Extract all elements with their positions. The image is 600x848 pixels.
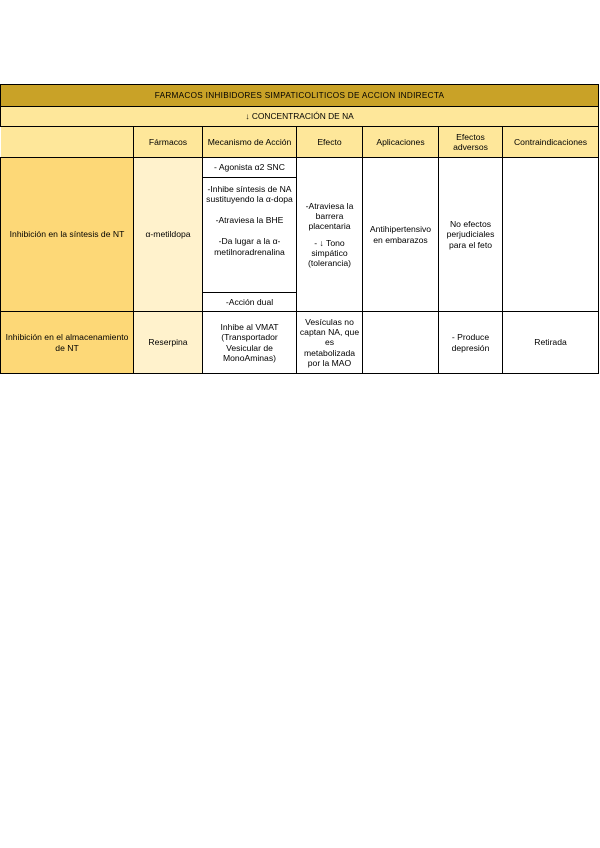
application-reserpina [363, 312, 439, 374]
table-row [1, 158, 599, 178]
effect-metildopa [297, 158, 363, 312]
table-title: FARMACOS INHIBIDORES SIMPATICOLITICOS DE ACCION INDIRECTA [1, 85, 599, 107]
category-almacenamiento: Inhibición en el almacenamiento de NT [1, 312, 134, 374]
effect-placenta: -Atraviesa la barrera placentaria [305, 201, 354, 232]
mechanism-inhibe-sintesis: -Inhibe síntesis de NA sustituyendo la α-dopa [206, 184, 293, 205]
category-sintesis: Inhibición en la síntesis de NT [1, 158, 134, 312]
table-subtitle: ↓ CONCENTRACIÓN DE NA [1, 107, 599, 127]
adverse-metildopa: No efectos perjudiciales para el feto [439, 158, 503, 312]
adverse-reserpina: - Produce depresión [439, 312, 503, 374]
header-row [1, 127, 599, 158]
empty-header-cell [1, 127, 134, 158]
header-farmacos: Fármacos [134, 127, 203, 158]
table-row [1, 312, 599, 374]
mechanism-bhe: -Atraviesa la BHE [215, 215, 284, 226]
application-metildopa: Antihipertensivo en embarazos [363, 158, 439, 312]
header-contraindicaciones: Contraindicaciones [503, 127, 599, 158]
effect-reserpina: Vesículas no captan NA, que es metabolizada por la MAO [297, 312, 363, 374]
header-aplicaciones: Aplicaciones [363, 127, 439, 158]
contraindication-metildopa [503, 158, 599, 312]
mechanism-agonista: - Agonista α2 SNC [203, 158, 297, 178]
drug-table [0, 84, 599, 374]
contraindication-reserpina: Retirada [503, 312, 599, 374]
effect-tono: - ↓ Tono simpático (tolerancia) [308, 237, 351, 268]
mechanism-metilnoradrenalina: -Da lugar a la α-metilnoradrenalina [214, 236, 285, 257]
header-efectos-adversos: Efectos adversos [439, 127, 503, 158]
mechanism-accion-dual: -Acción dual [203, 293, 297, 312]
mechanism-details [203, 178, 297, 293]
header-mecanismo: Mecanismo de Acción [203, 127, 297, 158]
header-efecto: Efecto [297, 127, 363, 158]
drug-reserpina: Reserpina [134, 312, 203, 374]
drug-metildopa: α-metildopa [134, 158, 203, 312]
mechanism-vmat: Inhibe al VMAT (Transportador Vesicular de MonoAminas) [203, 312, 297, 374]
